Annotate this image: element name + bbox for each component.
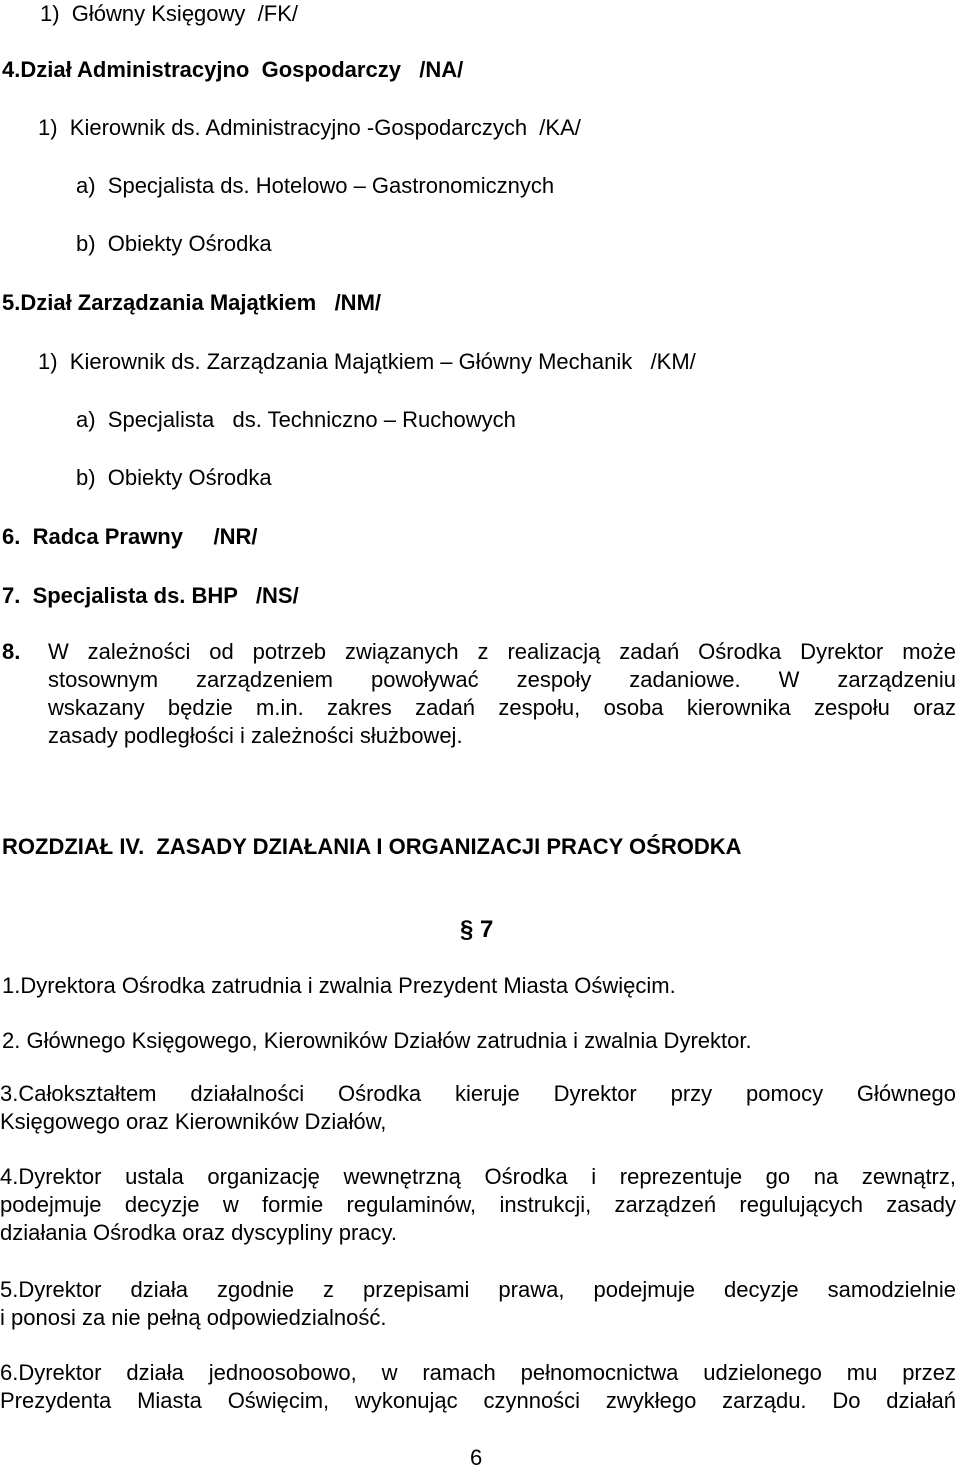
rule-4-line-1: 4.Dyrektor ustala organizację wewnętrzną Ośrodka i reprezentuje go na zewnątrz,	[0, 1164, 956, 1189]
page-number: 6	[470, 1445, 483, 1470]
org-radca-prawny: 6. Radca Prawny /NR/	[2, 524, 258, 549]
org-item-glowny-ksiegowy: 1) Główny Księgowy /FK/	[40, 1, 298, 26]
item8-line-2: stosownym zarządzeniem powoływać zespoły zadaniowe. W zarządzeniu	[48, 667, 956, 692]
paragraph-symbol: § 7	[460, 916, 494, 943]
rule-4	[0, 1163, 956, 1247]
chapter-heading: ROZDZIAŁ IV. ZASADY DZIAŁANIA I ORGANIZACJI PRACY OŚRODKA	[2, 834, 742, 859]
org-subitem-obiekty-osrodka-2: b) Obiekty Ośrodka	[76, 465, 272, 490]
rule-5-line-1: 5.Dyrektor działa zgodnie z przepisami prawa, podejmuje decyzje samodzielnie	[0, 1277, 956, 1302]
org-subitem-specjalista-techniczno: a) Specjalista ds. Techniczno – Ruchowych	[76, 407, 516, 432]
item8-line-1: W zależności od potrzeb związanych z realizacją zadań Ośrodka Dyrektor może	[48, 639, 956, 664]
org-dzial-zarzadzania-majatkiem: 5.Dział Zarządzania Majątkiem /NM/	[2, 290, 382, 315]
rule-6	[0, 1359, 956, 1415]
rule-3-line-2: Księgowego oraz Kierowników Działów,	[0, 1109, 387, 1134]
rule-1: 1.Dyrektora Ośrodka zatrudnia i zwalnia Prezydent Miasta Oświęcim.	[2, 973, 676, 998]
rule-6-line-1: 6.Dyrektor działa jednoosobowo, w ramach pełnomocnictwa udzielonego mu przez	[0, 1360, 956, 1385]
rule-6-line-2: Prezydenta Miasta Oświęcim, wykonując czynności zwykłego zarządu. Do działań	[0, 1388, 956, 1413]
rule-5	[0, 1276, 956, 1332]
org-dzial-administracyjno-gospodarczy: 4.Dział Administracyjno Gospodarczy /NA/	[2, 57, 464, 82]
item8-line-4: zasady podległości i zależności służbowej.	[48, 723, 463, 748]
rule-3	[0, 1080, 956, 1136]
org-item-kierownik-zarzadzania: 1) Kierownik ds. Zarządzania Majątkiem – Główny Mechanik /KM/	[38, 349, 696, 374]
rule-2: 2. Głównego Księgowego, Kierowników Działów zatrudnia i zwalnia Dyrektor.	[2, 1028, 752, 1053]
rule-4-line-2: podejmuje decyzje w formie regulaminów, instrukcji, zarządzeń regulujących zasady	[0, 1192, 956, 1217]
org-specjalista-bhp: 7. Specjalista ds. BHP /NS/	[2, 583, 299, 608]
item8-paragraph	[48, 638, 956, 750]
org-subitem-specjalista-hotelowo: a) Specjalista ds. Hotelowo – Gastronomicznych	[76, 173, 555, 198]
item8-number: 8.	[2, 639, 21, 664]
rule-3-line-1: 3.Całokształtem działalności Ośrodka kieruje Dyrektor przy pomocy Głównego	[0, 1081, 956, 1106]
org-item-kierownik-administracyjno: 1) Kierownik ds. Administracyjno -Gospodarczych /KA/	[38, 115, 581, 140]
org-subitem-obiekty-osrodka-1: b) Obiekty Ośrodka	[76, 231, 272, 256]
item8-line-3: wskazany będzie m.in. zakres zadań zespołu, osoba kierownika zespołu oraz	[48, 695, 956, 720]
rule-4-line-3: działania Ośrodka oraz dyscypliny pracy.	[0, 1220, 397, 1245]
rule-5-line-2: i ponosi za nie pełną odpowiedzialność.	[0, 1305, 387, 1330]
